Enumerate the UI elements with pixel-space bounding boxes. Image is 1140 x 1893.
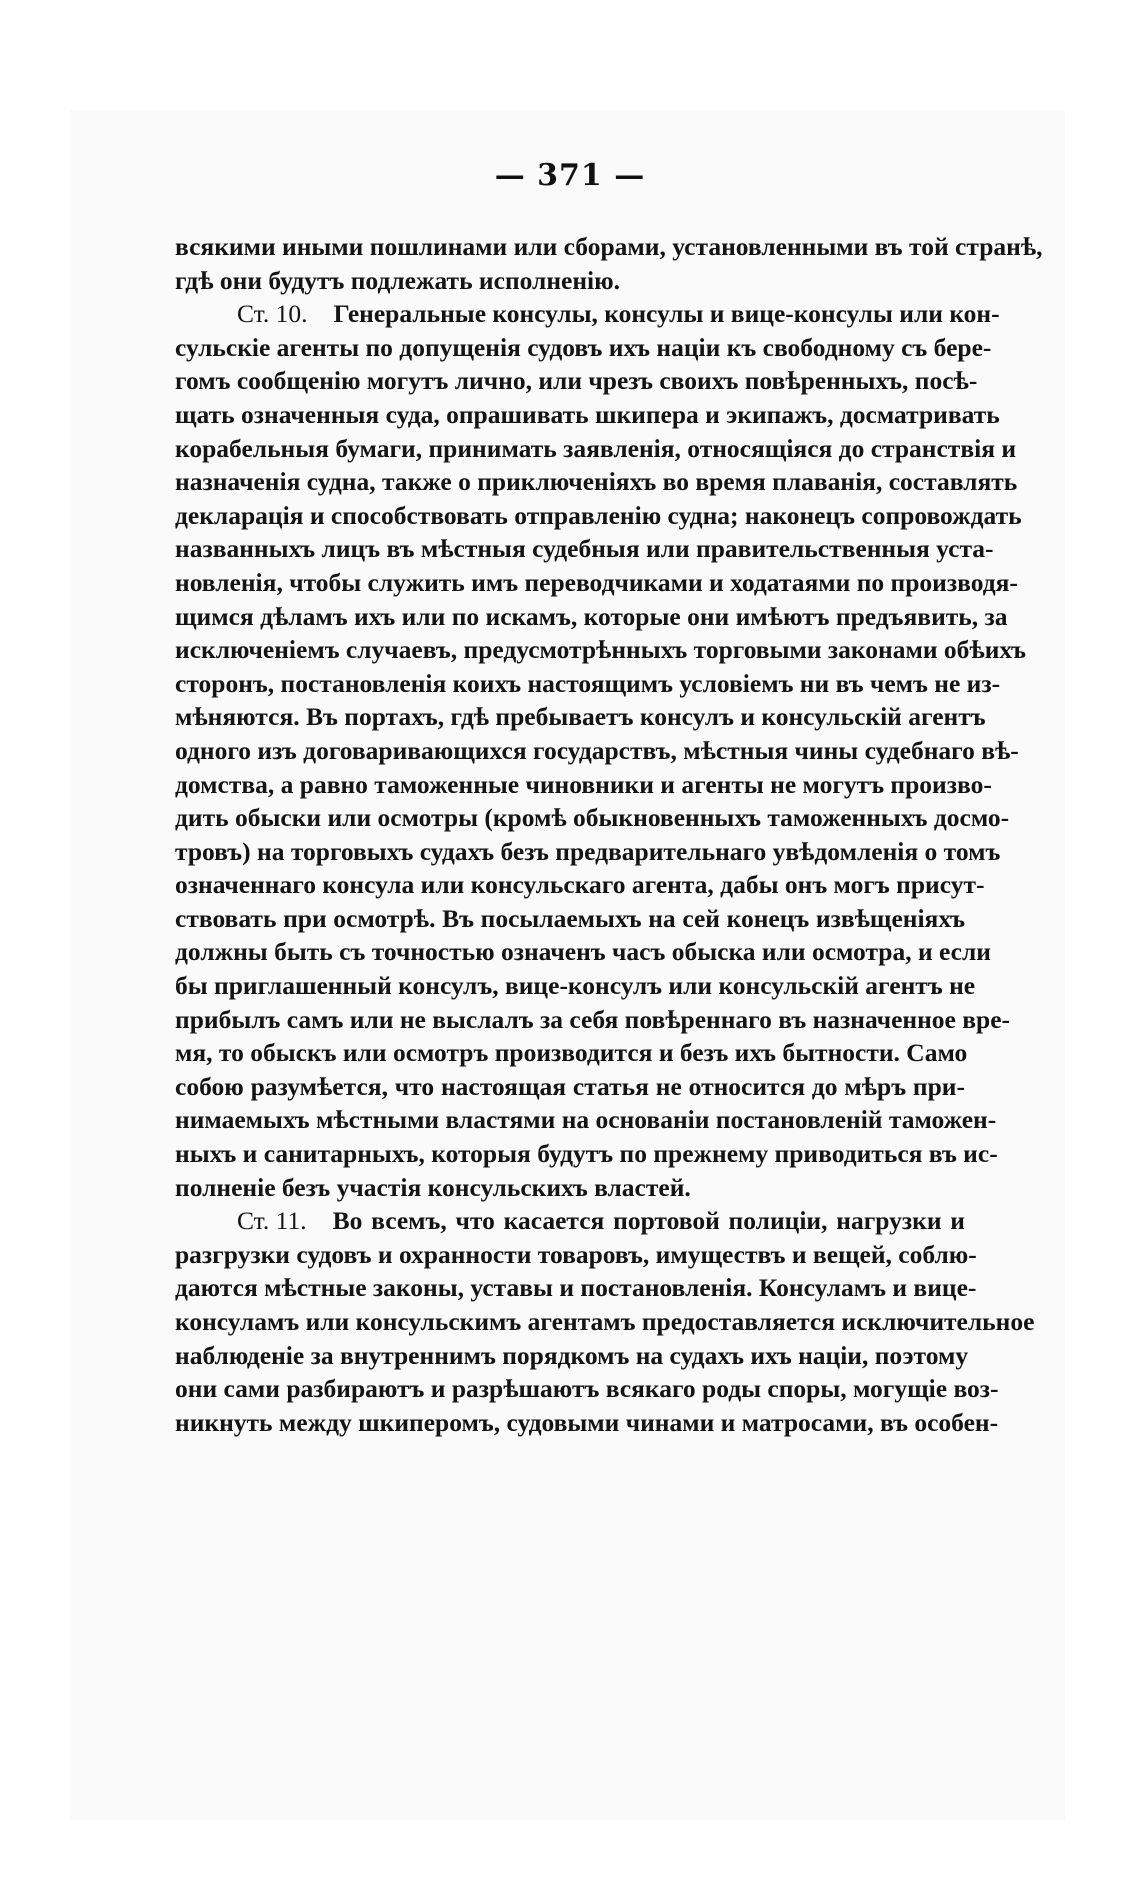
text-body [175,230,1043,1439]
text-line: консуламъ или консульскимъ агентамъ предоставляется исключительное [175,1307,1035,1336]
text-line: новленія, чтобы служить имъ переводчиками и ходатаями по производя- [175,567,1018,597]
text-line: тровъ) на торговыхъ судахъ безъ предварительнаго увѣдомленія о томъ [175,836,1001,866]
text-line: гдѣ они будутъ подлежать исполненію. [175,265,621,295]
paragraph-continuation [175,230,1043,297]
article-label: Ст. 10. [237,299,308,329]
text-line: означеннаго консула или консульскаго агента, дабы онъ могъ присут- [175,870,985,900]
text-line: собою разумѣется, что настоящая статья не относится до мѣръ при- [175,1071,965,1101]
text-line: мѣняются. Въ портахъ, гдѣ пребываетъ консулъ и консульскій агентъ [175,702,986,732]
text-line: наблюденіе за внутреннимъ порядкомъ на судахъ ихъ націи, поэтому [175,1340,969,1370]
text-line: одного изъ договаривающихся государствъ, мѣстныя чины судебнаго вѣ- [175,735,1019,765]
text-line-content: Генеральные консулы, консулы и вице-консулы или кон- [333,299,1000,329]
text-line: бы приглашенный консулъ, вице-консулъ или консульскій агентъ не [175,971,976,1001]
text-line: должны быть съ точностью означенъ часъ обыска или осмотра, и если [175,937,991,967]
text-line: мя, то обыскъ или осмотръ производится и безъ ихъ бытности. Само [175,1038,968,1068]
paragraph-article-11 [175,1204,1035,1439]
text-line: ствовать при осмотрѣ. Въ посылаемыхъ на сей конецъ извѣщеніяхъ [175,903,965,933]
text-line: исключеніемъ случаевъ, предусмотрѣнныхъ торговыми законами обѣихъ [175,635,1027,665]
text-line: всякими иными пошлинами или сборами, установленными въ той странѣ, [175,232,1043,261]
text-line: даются мѣстные законы, уставы и постановленія. Консуламъ и вице- [175,1273,977,1303]
text-line-content: Во всемъ, что касается портовой полиціи, нагрузки и [332,1206,965,1236]
text-line: нимаемыхъ мѣстными властями на основаніи постановленій таможен- [175,1105,997,1135]
text-line: назначенія судна, также о приключеніяхъ во время плаванія, составлять [175,467,1018,497]
text-line: они сами разбираютъ и разрѣшаютъ всякаго роды споры, могущіе воз- [175,1374,999,1404]
text-line: никнуть между шкиперомъ, судовыми чинами и матросами, въ особен- [175,1407,999,1437]
text-line: ныхъ и санитарныхъ, которыя будутъ по прежнему приводиться въ ис- [175,1139,998,1169]
text-line: полненіе безъ участія консульскихъ властей. [175,1172,691,1202]
paragraph-article-10 [175,297,1027,1204]
article-label: Ст. 11. [237,1206,307,1236]
text-line: сульскіе агенты по допущенія судовъ ихъ націи къ свободному съ бере- [175,332,992,362]
text-line [175,297,1000,331]
text-line: щать означенныя суда, опрашивать шкипера и экипажъ, досматривать [175,399,1000,429]
text-line: разгрузки судовъ и охранности товаровъ, имуществъ и вещей, соблю- [175,1239,977,1269]
text-line: названныхъ лицъ въ мѣстныя судебныя или правительственныя уста- [175,534,994,564]
page-number: — 371 — [494,158,646,193]
text-line: сторонъ, постановленія коихъ настоящимъ условіемъ ни въ чемъ не из- [175,668,1001,698]
text-line: корабельныя бумаги, принимать заявленія, относящіяся до странствія и [175,433,1017,463]
text-line: декларація и способствовать отправленію судна; наконецъ сопровождать [175,500,1022,530]
text-line: домства, а равно таможенные чиновники и агенты не могутъ произво- [175,769,992,799]
text-line: гомъ сообщенію могутъ лично, или чрезъ своихъ повѣренныхъ, посѣ- [175,366,978,396]
text-line: прибылъ самъ или не выслалъ за себя повѣреннаго въ назначенное вре- [175,1004,1011,1034]
text-line: щимся дѣламъ ихъ или по искамъ, которые они имѣютъ предъявить, за [175,601,1008,631]
text-line [175,1204,965,1238]
text-line: дить обыски или осмотры (кромѣ обыкновенныхъ таможенныхъ досмо- [175,803,1010,833]
